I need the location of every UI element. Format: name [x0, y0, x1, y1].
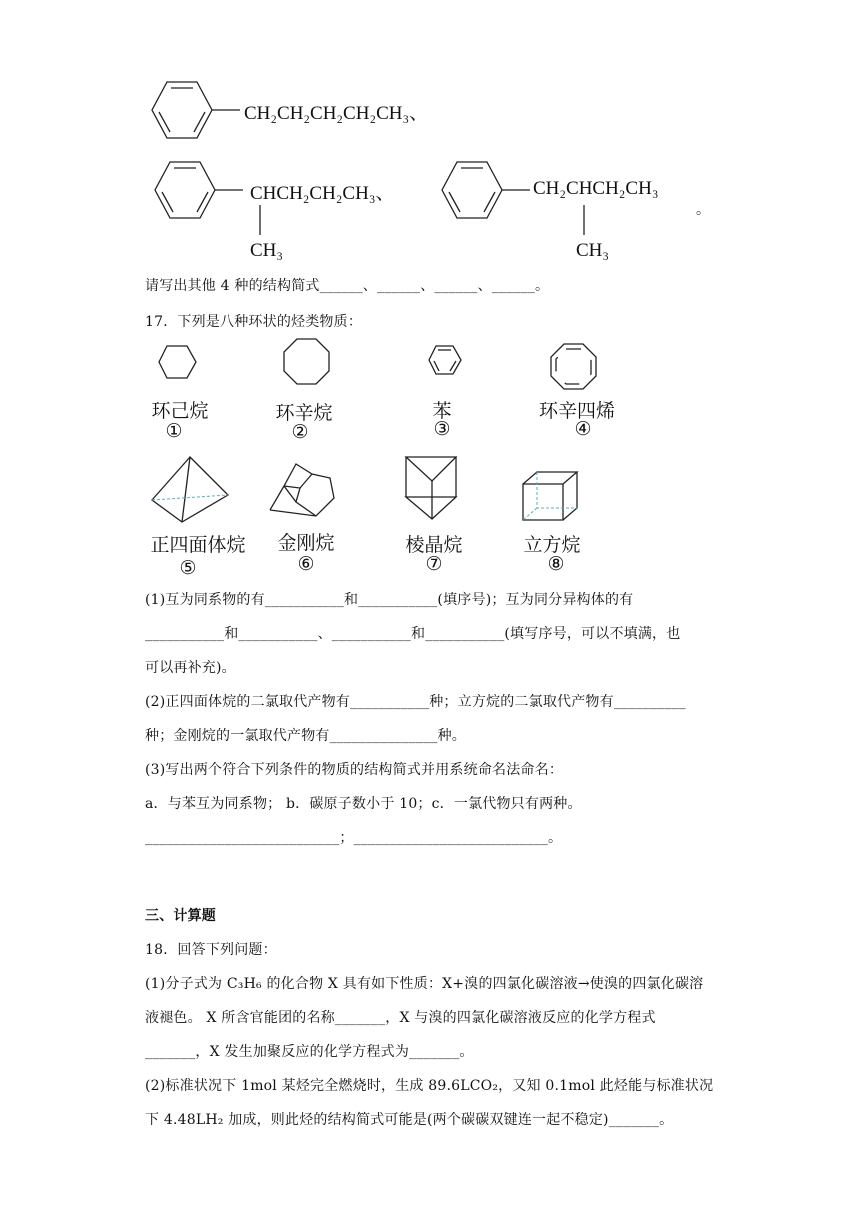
label-benzene: 苯: [432, 400, 452, 422]
q18-part1-line3: _______，X 发生加聚反应的化学方程式为_______。: [145, 1044, 474, 1060]
num-adamantane: ⑥: [297, 553, 315, 575]
q17-part1-line2: ___________和___________、___________和___________(填写序号，可以不填满，也: [145, 626, 681, 642]
prismane-drawing: [404, 455, 460, 521]
num-cyclooctatetraene: ④: [574, 418, 592, 440]
q18-title: 18．回答下列问题：: [145, 942, 277, 958]
structure-3-branch-bond: [582, 205, 586, 237]
tetrahedrane-drawing: [150, 455, 232, 525]
structure-3-end: 。: [696, 202, 711, 218]
q17-part3-line2: a．与苯互为同系物； b．碳原子数小于 10；c．一氯代物只有两种。: [145, 796, 582, 812]
q17-part2-line2: 种；金刚烷的一氯取代产物有_______________种。: [145, 728, 466, 744]
structure-2-methyl: CH₃: [250, 240, 284, 261]
label-cyclohexane: 环己烷: [151, 400, 209, 422]
q17-part1-line1: (1)互为同系物的有___________和___________(填序号)；互为同分异构体的有: [145, 592, 634, 608]
num-cyclohexane: ①: [165, 420, 183, 442]
structure-1-chain: CH₂CH₂CH₂CH₂CH₃、: [244, 103, 429, 124]
label-prismane: 棱晶烷: [405, 534, 463, 556]
num-prismane: ⑦: [425, 553, 443, 575]
num-benzene: ③: [433, 418, 451, 440]
q18-part2-line1: (2)标准状况下 1mol 某烃完全燃烧时，生成 89.6LCO₂，又知 0.1mol 此烃能与标准状况: [145, 1078, 714, 1094]
cyclooctane-drawing: [283, 338, 331, 386]
label-adamantane: 金刚烷: [277, 532, 335, 554]
label-cyclooctane: 环辛烷: [275, 402, 333, 424]
q16-prompt: 请写出其他 4 种的结构简式______、______、______、______。: [145, 278, 550, 294]
label-cyclooctatetraene: 环辛四烯: [538, 400, 615, 422]
num-cubane: ⑧: [547, 553, 565, 575]
q18-part1-line1: (1)分子式为 C₃H₆ 的化合物 X 具有如下性质：X+溴的四氯化碳溶液→使溴的四氯化碳溶: [145, 976, 704, 992]
num-tetrahedrane: ⑤: [179, 557, 197, 579]
cyclooctatetraene-drawing: [550, 343, 598, 391]
q18-part2-line2: 下 4.48LH₂ 加成，则此烃的结构简式可能是(两个碳碳双键连一起不稳定)_______。: [145, 1112, 674, 1128]
structure-2-branch-bond: [258, 205, 262, 237]
benzene-ring-structure-2: [153, 160, 223, 220]
cyclohexane-drawing: [158, 345, 198, 381]
benzene-drawing: [428, 345, 462, 377]
q17-part3-line3: ___________________________；___________________________。: [145, 830, 563, 846]
q18-part1-line2: 液褪色。 X 所含官能团的名称_______，X 与溴的四氯化碳溶液反应的化学方程式: [145, 1010, 656, 1026]
structure-3-chain: CH₂CHCH₂CH₃: [533, 178, 659, 199]
benzene-ring-structure-1: [150, 80, 220, 140]
q17-part3-line1: (3)写出两个符合下列条件的物质的结构简式并用系统命名法命名：: [145, 762, 564, 778]
num-cyclooctane: ②: [291, 421, 309, 443]
adamantane-drawing: [268, 458, 338, 518]
label-tetrahedrane: 正四面体烷: [150, 534, 246, 556]
q17-title: 17．下列是八种环状的烃类物质：: [145, 314, 363, 330]
structure-2-chain: CHCH₂CH₂CH₃、: [250, 183, 395, 204]
structure-3-methyl: CH₃: [576, 240, 610, 261]
label-cubane: 立方烷: [523, 534, 581, 556]
section-3-heading: 三、计算题: [145, 908, 216, 924]
q17-part2-line1: (2)正四面体烷的二氯取代产物有___________种；立方烷的二氯取代产物有__________: [145, 694, 686, 710]
cubane-drawing: [521, 470, 581, 522]
benzene-ring-structure-3: [440, 160, 510, 220]
q17-part1-line3: 可以再补充)。: [145, 660, 236, 676]
